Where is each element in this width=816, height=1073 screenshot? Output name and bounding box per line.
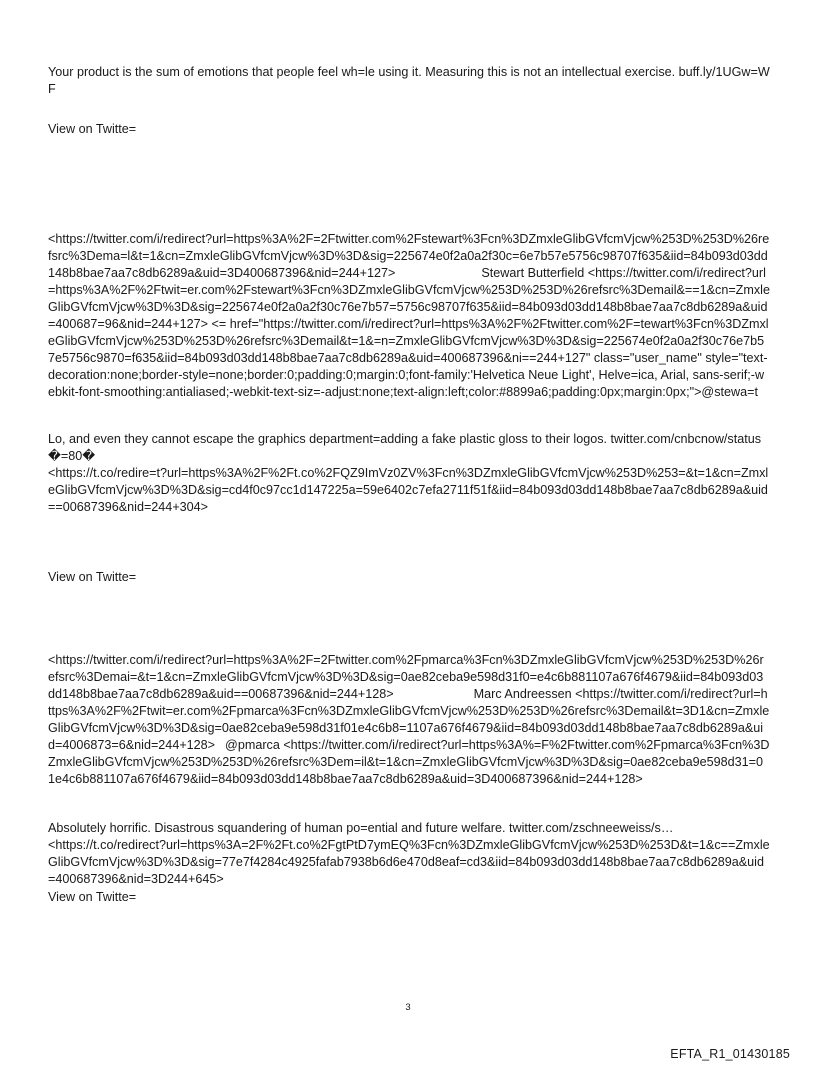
tweet-header-block	[48, 652, 770, 788]
redirect-link[interactable]: <https://twitter.com/i/redirect?url=https%3A%2F=2Ftwitter.com%2Fpmarca%3Fcn%3DZmxleGlibGVfcmVjcw%253D%253D%26refsrc%3Demai=&t=1&cn=ZmxleGlibGVfcmVjcw%3D%3D&sig=0ae82ceba9e598d31f0=e4c6b881107a676f4679&iid=84b093d03dd148b8bae7aa7c8db6289a&uid==00687396&nid=244+128>	[48, 653, 764, 701]
document-id: EFTA_R1_01430185	[670, 1047, 790, 1061]
redirect-link[interactable]: <https://t.co/redirect?url=https%3A=2F%2Ft.co%2FgtPtD7ymEQ%3Fcn%3DZmxleGlibGVfcmVjcw%253D%253D&t=1&c==ZmxleGlibGVfcmVjcw%3D%3D&sig=77e7f4284c4925fafab7938b6d6e470d8eaf=cd3&iid=84b093d03dd148b8bae7aa7c8db6289a&uid=400687396&nid=3D244+645>	[48, 838, 770, 886]
author-name: Stewart Butterfield	[481, 266, 585, 280]
page-number: 3	[405, 1002, 411, 1013]
author-handle: @pmarca	[225, 738, 280, 752]
redirect-link[interactable]: <https://twitter.com/i/redirect?url=https%3A%2F%2Ftwit=er.com%2Fpmarca%3Fcn%3DZmxleGlibGVfcmVjcw%253D%253D%26refsrc%3Demail&t=3D1&cn=ZmxleGlibGVfcmVjcw%3D%3D&sig=0ae82ceba9e598d31f01e4c6b8=1107a676f4679&iid=84b093d03dd148b8bae7aa7c8db6289a&uid=4006873=6&nid=244+128>	[48, 687, 770, 752]
tweet-text: Lo, and even they cannot escape the graphics department=adding a fake plastic gloss to their logos. twitter.com/cnbcnow/status�=80�	[48, 432, 762, 463]
tweet-block	[48, 820, 770, 888]
tweet-text: Your product is the sum of emotions that people feel wh=le using it. Measuring this is not an intellectual exercise. buff.ly/1UGw=WF	[48, 65, 770, 96]
tweet-block	[48, 431, 770, 516]
view-on-twitter-link[interactable]: View on Twitte=	[48, 890, 137, 904]
redirect-link[interactable]: <https://twitter.com/i/redirect?url=https%3A%=F%2Ftwitter.com%2Fpmarca%3Fcn%3DZmxleGlibGVfcmVjcw%253D%253D%26refsrc%3Dem=il&t=1&cn=ZmxleGlibGVfcmVjcw%3D%3D&sig=0ae82ceba9e598d31=01e4c6b881107a676f4679&iid=84b093d03dd148b8bae7aa7c8db6289a&uid=3D400687396&nid=244+128>	[48, 738, 770, 786]
view-on-twitter-link[interactable]: View on Twitte=	[48, 122, 137, 136]
redirect-link[interactable]: <https://t.co/redire=t?url=https%3A%2F%2Ft.co%2FQZ9ImVz0ZV%3Fcn%3DZmxleGlibGVfcmVjcw%253D%253=&t=1&cn=ZmxleGlibGVfcmVjcw%3D%3D&sig=cd4f0c97cc1d147225a=59e6402c7efa2711f51f&iid=84b093d03dd148b8bae7aa7c8db6289a&uid==00687396&nid=244+304>	[48, 466, 769, 514]
tweet-header-block	[48, 231, 770, 401]
html-fragment: <= href="https://twitter.com/i/redirect?url=https%3A%2F%2Ftwitter.com%2F=tewart%3Fcn%3DZmxleGlibGVfcmVjcw%253D%253D%26refsrc%3Demail&t=1&=n=ZmxleGlibGVfcmVjcw%3D%3D&sig=225674e0f2a0a2f30c76e7b57e5756c9870=f635&iid=84b093d03dd148b8bae7aa7c8db6289a&uid=400687396&ni==244+127" class="user_name" style="text-decoration:none;border-style=none;border:0;padding:0;margin:0;font-family:'Helvetica Neue Light', Helve=ica, Arial, sans-serif;-webkit-font-smoothing:antialiased;-webkit-text-siz=-adjust:none;text-align:left;color:#8899a6;padding:0px;margin:0px;">@stewa=t	[48, 317, 769, 399]
redirect-link[interactable]: <https://twitter.com/i/redirect?url=https%3A%2F%2Ftwit=er.com%2Fstewart%3Fcn%3DZmxleGlibGVfcmVjcw%253D%253D%26refsrc%3Demail&==1&cn=ZmxleGlibGVfcmVjcw%3D%3D&sig=225674e0f2a0a2f30c76e7b57=5756c98707f635&iid=84b093d03dd148b8bae7aa7c8db6289a&uid=400687=96&nid=244+127>	[48, 266, 770, 331]
tweet-text: Absolutely horrific. Disastrous squandering of human po=ential and future welfare. twitter.com/zschneeweiss/s…	[48, 821, 674, 835]
author-name: Marc Andreessen	[473, 687, 572, 701]
view-on-twitter-link[interactable]: View on Twitte=	[48, 570, 137, 584]
redirect-link[interactable]: <https://twitter.com/i/redirect?url=https%3A%2F=2Ftwitter.com%2Fstewart%3Fcn%3DZmxleGlibGVfcmVjcw%253D%253D%26refsrc%3Dema=l&t=1&cn=ZmxleGlibGVfcmVjcw%3D%3D&sig=225674e0f2a0a2f30c=6e7b57e5756c98707f635&iid=84b093d03dd148b8bae7aa7c8db6289a&uid=3D400687396&nid=244+127>	[48, 232, 770, 280]
